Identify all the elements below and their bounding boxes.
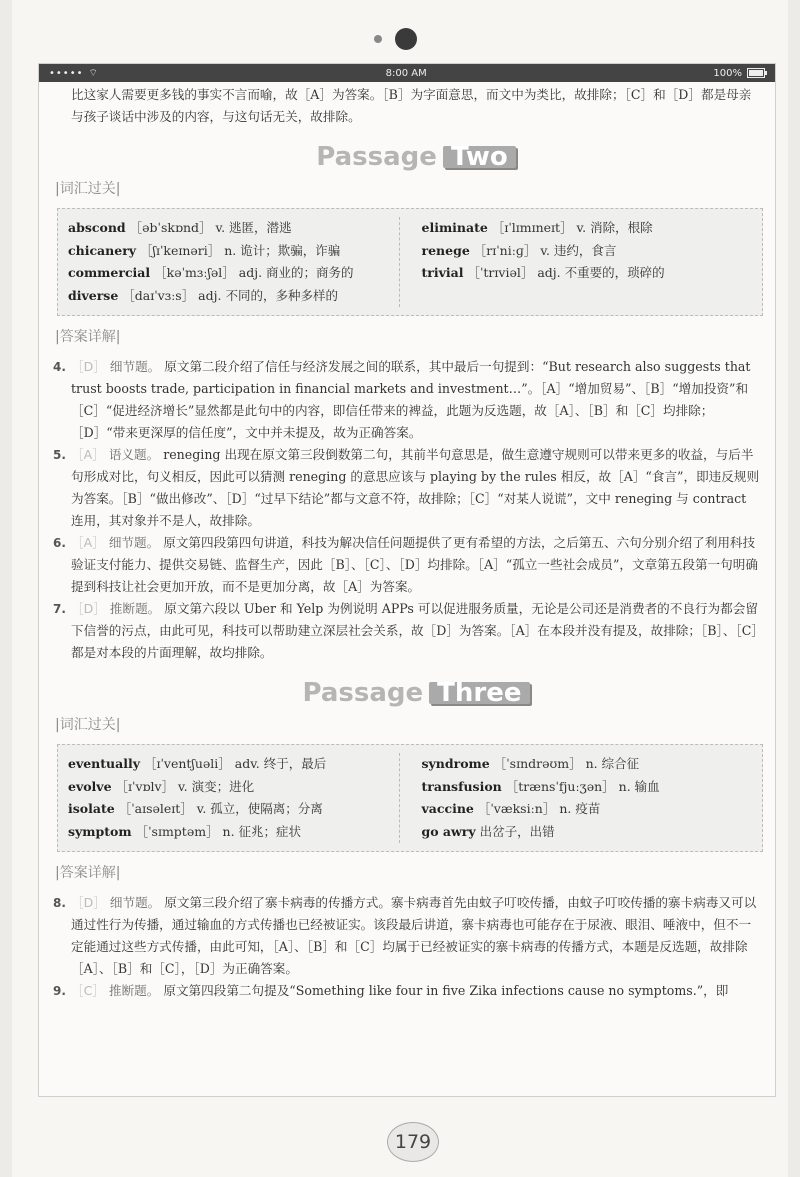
answer-number: 9.: [53, 984, 66, 998]
vocab-def: ［ˈvæksiːn］ n. 疫苗: [477, 801, 601, 816]
question-type: 语义题。: [108, 447, 160, 462]
vocab-col-left: [68, 753, 399, 843]
vocab-word: chicanery: [68, 242, 137, 258]
battery-area: [713, 68, 765, 79]
answer-item: [53, 532, 761, 598]
vocab-word: trivial: [421, 265, 464, 280]
battery-percent: 100%: [713, 67, 742, 79]
screen: [38, 63, 776, 1097]
question-type: 细节题。: [109, 895, 161, 910]
vocab-item: [68, 821, 399, 844]
vocab-box: [57, 208, 763, 316]
vocab-item: [422, 776, 753, 799]
question-type: 细节题。: [108, 535, 160, 550]
passage-word: Passage: [316, 142, 437, 172]
answer-text: 原文第二段介绍了信任与经济发展之间的联系，其中最后一句提到：“But research also suggests that trust boosts trade, participation in financial markets and investment…”。［A］“增加贸易”、［B］“增加投资”和［C］“促进经济增长”显然都是此句中的内容，即信任带来的裨益，此题为反选题，故［A］、［B］和［C］均排除；［D］“带来更深厚的信任度”，文中并未提及，故为正确答案。: [71, 359, 751, 440]
vocab-item: [422, 798, 753, 821]
vocab-def: ［ˈtrɪviəl］ adj. 不重要的，琐碎的: [467, 265, 665, 280]
vocab-def: ［ˈsɪmptəm］ n. 征兆；症状: [135, 823, 302, 839]
answer-text: reneging 出现在原文第三段倒数第二句，其前半句意思是，做生意遵守规则可以带来更多的收益，与后半句形成对比，句义相反，因此可以猜测 reneging 的意思应该与 playing by the rules 相反，故［A］“食言”，即违反规则为答案。［B］“做出修改”、［D］“过早下结论”都与文意不符，故排除；［C］“对某人说谎”，文中 reneging 与 contract 连用，其对象并不是人，故排除。: [71, 447, 760, 528]
answer-label: |答案详解|: [55, 865, 121, 881]
vocab-word: renege: [421, 242, 470, 258]
answer-letter: ［D］: [71, 359, 106, 374]
vocab-col-left: [68, 217, 399, 307]
answer-item: [53, 356, 761, 444]
vocab-word: transfusion: [421, 778, 502, 794]
question-type: 细节题。: [109, 359, 161, 374]
vocab-item: [422, 753, 753, 776]
answer-number: 7.: [53, 602, 66, 616]
passage-tag: Two: [443, 146, 516, 168]
passage-word: Passage: [302, 678, 424, 708]
vocab-word: isolate: [68, 801, 115, 816]
vocab-def: ［kəˈmɜːʃəl］ adj. 商业的；商务的: [154, 265, 354, 280]
vocab-def: ［ˈaɪsəleɪt］ v. 孤立，使隔离；分离: [118, 801, 323, 816]
answer-letter: ［A］: [71, 447, 105, 462]
answer-letter: ［D］: [71, 895, 106, 910]
vocab-label: |词汇过关|: [55, 717, 121, 733]
passage-three-title: [71, 678, 761, 708]
question-type: 推断题。: [109, 601, 161, 616]
answer-label: |答案详解|: [55, 329, 121, 345]
intro-paragraph: 比这家人需要更多钱的事实不言而喻，故［A］为答案。［B］为字面意思，而文中为类比，故排除；［C］和［D］都是母亲与孩子谈话中涉及的内容，与这句话无关，故排除。: [71, 87, 752, 124]
vocab-item: [422, 821, 753, 844]
vocab-item: [68, 798, 399, 821]
answer-number: 6.: [53, 536, 66, 550]
vocab-def: ［ˈsɪndrəʊm］ n. 综合征: [493, 756, 640, 771]
vocab-word: commercial: [68, 265, 151, 280]
answer-item: [53, 980, 761, 1002]
status-bar: [39, 64, 775, 82]
sensor-dot: [374, 35, 382, 43]
vocab-def: ［ɪˈlɪmɪneɪt］ v. 消除，根除: [491, 220, 653, 235]
answer-text: 原文第六段以 Uber 和 Yelp 为例说明 APPs 可以促进服务质量，无论是公司还是消费者的不良行为都会留下信誉的污点，由此可见，科技可以帮助建立深层社会关系，故［D］为答案。［A］在本段并没有提及，故排除；［B］、［C］都是对本段的片面理解，故均排除。: [71, 601, 758, 660]
signal-area: [49, 67, 99, 80]
vocab-def: 出岔子，出错: [479, 823, 555, 839]
vocab-word: eventually: [68, 756, 140, 771]
wifi-icon: ⌔: [88, 67, 99, 79]
vocab-def: ［əbˈskɒnd］ v. 逃匿，潜逃: [129, 220, 292, 235]
vocab-col-right: [399, 753, 753, 843]
vocab-item: [422, 217, 753, 240]
clock: 8:00 AM: [385, 67, 427, 79]
tablet-frame: [12, 0, 788, 1177]
vocab-word: vaccine: [421, 801, 474, 816]
camera-dot: [395, 28, 417, 50]
vocab-def: ［ʃɪˈkeɪnəri］ n. 诡计；欺骗，诈骗: [140, 242, 341, 258]
answer-text: 原文第三段介绍了寨卡病毒的传播方式。寨卡病毒首先由蚊子叮咬传播，由蚊子叮咬传播的寨卡病毒又可以通过性行为传播，通过输血的方式传播也已经被证实。该段最后讲道，寨卡病毒也可能存在于尿液、眼泪、唾液中，但不一定能通过这些方式传播，由此可知，［A］、［B］和［C］均属于已经被证实的寨卡病毒的传播方式，本题是反选题，故排除［A］、［B］和［C］，［D］为正确答案。: [71, 895, 757, 976]
answer-number: 4.: [53, 360, 66, 374]
vocab-item: [422, 240, 753, 263]
answer-text: 原文第四段第四句讲道，科技为解决信任问题提供了更有希望的方法，之后第五、六句分别介绍了利用科技验证支付能力、提供交易链、监督生产，因此［B］、［C］、［D］均排除。［A］“孤立一些社会成员”，文章第五段第一句明确提到科技让社会更加开放，而不是更加分离，故［A］为答案。: [71, 535, 758, 594]
answer-text: 原文第四段第二句提及“Something like four in five Zika infections cause no symptoms.”，即: [163, 983, 729, 998]
answer-letter: ［C］: [71, 983, 105, 998]
vocab-def: ［daɪˈvɜːs］ adj. 不同的，多种多样的: [122, 287, 338, 303]
answer-letter: ［D］: [71, 601, 106, 616]
vocab-label: |词汇过关|: [55, 181, 121, 197]
vocab-item: [68, 753, 399, 776]
answer-letter: ［A］: [71, 535, 105, 550]
vocab-word: go awry: [421, 823, 476, 839]
answer-number: 8.: [53, 896, 66, 910]
vocab-def: ［ɪˈvɒlv］ v. 演变；进化: [115, 778, 255, 794]
vocab-word: syndrome: [421, 756, 490, 771]
vocab-word: evolve: [68, 778, 112, 794]
vocab-word: diverse: [68, 287, 119, 303]
answer-item: [53, 598, 761, 664]
vocab-def: ［rɪˈniːɡ］ v. 违约，食言: [473, 242, 617, 258]
vocab-box: [57, 744, 763, 852]
vocab-item: [68, 285, 399, 308]
question-type: 推断题。: [108, 983, 160, 998]
battery-icon: [747, 68, 765, 78]
vocab-def: ［trænsˈfjuːʒən］ n. 输血: [505, 778, 660, 794]
vocab-item: [68, 262, 399, 285]
vocab-def: ［ɪˈventʃuəli］ adv. 终于，最后: [143, 756, 327, 771]
vocab-word: abscond: [68, 220, 126, 235]
signal-icon: •••••: [49, 67, 84, 79]
vocab-col-right: [399, 217, 753, 307]
passage-two-title: [71, 142, 761, 172]
vocab-word: eliminate: [421, 220, 488, 235]
page-content: [39, 82, 775, 1002]
vocab-item: [68, 240, 399, 263]
passage-tag: Three: [429, 682, 529, 704]
answer-item: [53, 444, 761, 532]
answer-number: 5.: [53, 448, 66, 462]
vocab-item: [68, 217, 399, 240]
answer-item: [53, 892, 761, 980]
vocab-item: [68, 776, 399, 799]
vocab-word: symptom: [68, 823, 132, 839]
page-number: 179: [387, 1122, 439, 1162]
vocab-item: [422, 262, 753, 285]
